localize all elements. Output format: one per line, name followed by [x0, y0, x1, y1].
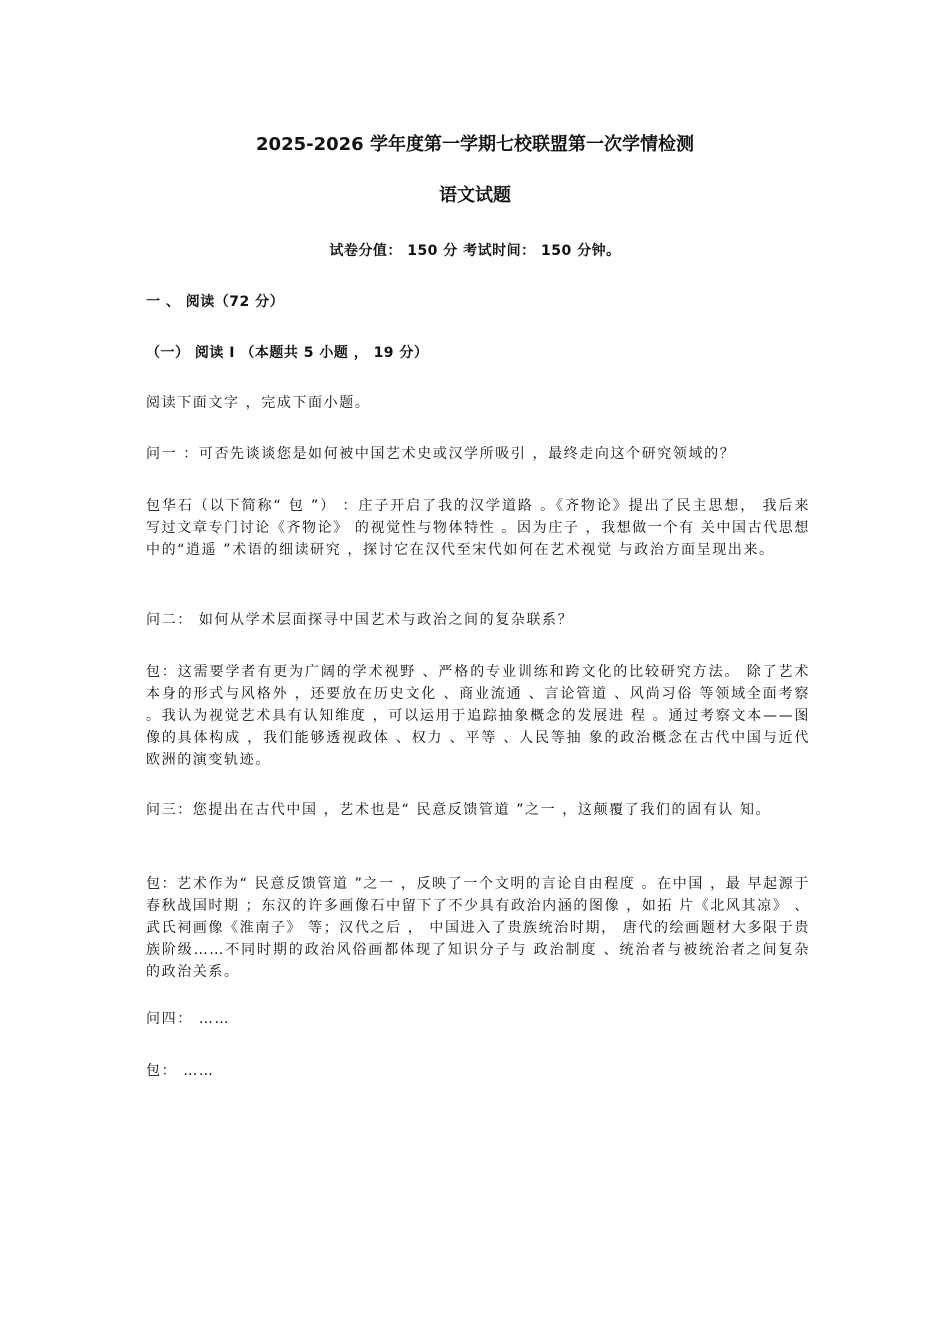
- subsection-heading: （一） 阅读 Ⅰ （本题共 5 小题 ， 19 分）: [146, 345, 429, 361]
- interview-question: 问三：您提出在古代中国 ，艺术也是“ 民意反馈管道 ”之一 ，这颠覆了我们的固有认 知。: [146, 802, 772, 818]
- interview-question: 问一 ：可否先谈谈您是如何被中国艺术史或汉学所吸引 ，最终走向这个研究领域的？: [146, 446, 736, 462]
- interview-question: 问四： ……: [146, 1011, 231, 1027]
- interview-answer: 包：这需要学者有更为广阔的学术视野 、严格的专业训练和跨文化的比较研究方法。 除了艺术本身的形式与风格外 ，还要放在历史文化 、商业流通 、言论管道 、风尚习俗 等领域全面考察 。我认为视觉艺术具有认知维度 ，可以运用于追踪抽象概念的发展进 程 。通过考察文本——图像的具体构成 ，我们能够透视政体 、权力 、平等 、人民等抽 象的政治概念在古代中国与近代欧洲的演变轨迹。: [146, 664, 810, 768]
- subject-title: 语文试题: [439, 185, 511, 206]
- exam-info: 试卷分值： 150 分 考试时间： 150 分钟。: [329, 243, 621, 259]
- interview-question: 问二： 如何从学术层面探寻中国艺术与政治之间的复杂联系？: [146, 612, 574, 628]
- section-heading: 一 、 阅读（72 分）: [146, 294, 285, 310]
- interview-answer: 包： ……: [146, 1063, 215, 1079]
- instruction-text: 阅读下面文字 ，完成下面小题。: [146, 395, 371, 411]
- exam-title: 2025-2026 学年度第一学期七校联盟第一次学情检测: [256, 134, 694, 155]
- interview-answer: 包华石（以下简称“ 包 ”） ：庄子开启了我的汉学道路 。《齐物论》提出了民主思想， 我后来写过文章专门讨论《齐物论》 的视觉性与物体特性 。因为庄子 ，我想做一个有 关中国古代思想中的“逍遥 ”术语的细读研究 ，探讨它在汉代至宋代如何在艺术视觉 与政治方面呈现出来。: [146, 498, 810, 558]
- interview-answer: 包：艺术作为“ 民意反馈管道 ”之一 ，反映了一个文明的言论自由程度 。在中国 ，最 早起源于春秋战国时期 ；东汉的许多画像石中留下了不少具有政治内涵的图像 ，如拓 片《北风其凉》 、武氏祠画像《淮南子》 等；汉代之后 ， 中国进入了贵族统治时期， 唐代的绘画题材大多限于贵族阶级……不同时期的政治风俗画都体现了知识分子与 政治制度 、统治者与被统治者之间复杂的政治关系。: [146, 876, 810, 980]
